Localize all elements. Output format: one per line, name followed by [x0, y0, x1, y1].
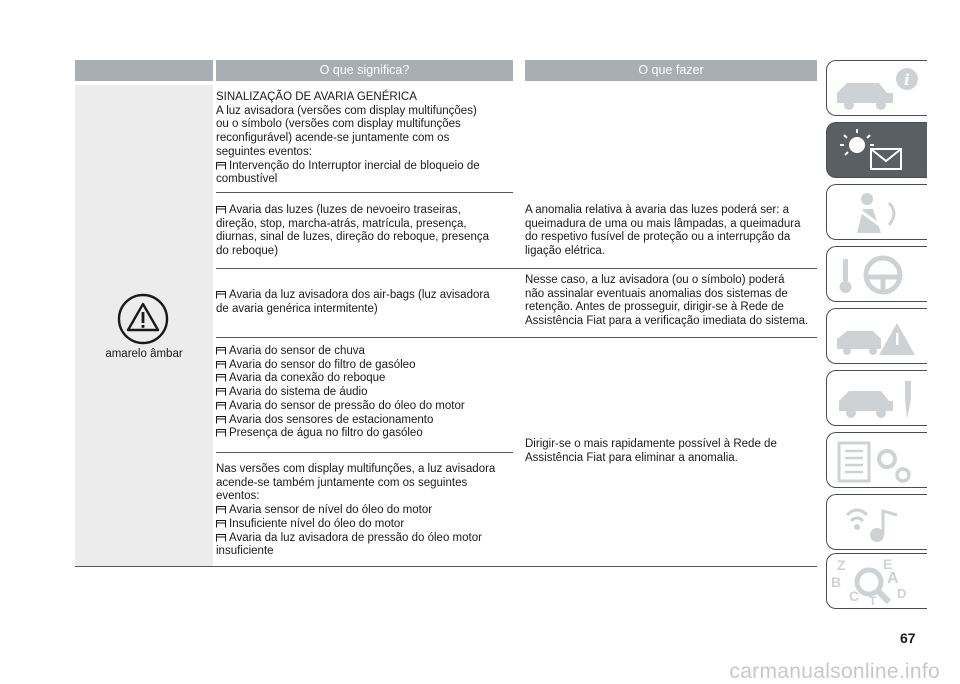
car-maintenance-icon	[827, 371, 928, 427]
header-meaning: O que significa?	[216, 60, 513, 81]
bullet-icon	[216, 505, 226, 513]
row-4-meaning: Avaria do sensor de chuva Avaria do sensor do filtro de gasóleo Avaria da conexão do reboque Avaria do sistema de áudio Avaria do sensor de pressão do óleo do motor Avaria dos sensores de estacionamento Presença de água no filtro do gasóleo	[216, 345, 516, 441]
row-2-divider	[216, 268, 817, 269]
tab-index[interactable]	[826, 553, 927, 609]
warning-color-label: amarelo âmbar	[105, 348, 183, 360]
tab-starting-driving[interactable]	[826, 246, 927, 302]
warning-lights-message-icon	[827, 123, 928, 179]
row-2-meaning: Avaria das luzes (luzes de nevoeiro traseiras, direção, stop, marcha-atrás, matrícula, presença, diurnas, sinal de luzes, direção do reboque, presença do reboque)	[216, 204, 489, 258]
svg-text:i: i	[904, 71, 910, 89]
car-breakdown-icon	[827, 309, 928, 365]
bullet-icon	[216, 415, 226, 423]
bullet-icon	[216, 373, 226, 381]
bullet-icon	[216, 346, 226, 354]
table-bottom-line	[75, 566, 817, 567]
row-3-meaning: Avaria da luz avisadora dos air-bags (luz avisadora de avaria genérica intermitente)	[216, 289, 490, 315]
index-letter: C	[849, 588, 860, 604]
index-letter: E	[883, 556, 893, 572]
row-1-meaning: SINALIZAÇÃO DE AVARIA GENÉRICA A luz avisadora (versões com display multifunções) ou o símbolo (versões com display multifunções reconfigurável) acende-se juntamente com os seguintes eventos: Intervenção do Interruptor inercial de bloqueio de combustível	[216, 91, 480, 186]
row-1-divider	[216, 192, 513, 193]
index-letter: D	[897, 586, 907, 601]
bullet-icon	[216, 161, 226, 169]
row-4-divider	[216, 452, 513, 453]
page-number: 67	[900, 630, 916, 646]
row-3-action: Nesse caso, a luz avisadora (ou o símbolo) poderá não assinalar eventuais anomalias dos sistemas de retenção. Antes de prosseguir, dirigir-se à Rede de Assistência Fiat para a verificação imediata do sistema.	[525, 274, 809, 328]
general-warning-icon	[116, 292, 170, 346]
car-info-icon	[827, 61, 928, 117]
bullet-icon	[216, 428, 226, 436]
tab-technical-data[interactable]	[826, 432, 927, 488]
bullet-icon	[216, 290, 226, 298]
multimedia-icon	[827, 495, 928, 551]
tab-warning-lights[interactable]	[826, 122, 927, 178]
index-letter: A	[887, 570, 899, 587]
tab-multimedia[interactable]	[826, 494, 927, 550]
index-letter: T	[869, 594, 877, 608]
bullet-icon	[216, 205, 226, 213]
bullet-icon	[216, 401, 226, 409]
bullet-icon	[216, 533, 226, 541]
row-45-action: Dirigir-se o mais rapidamente possível à Rede de Assistência Fiat para eliminar a anomalia.	[525, 438, 777, 464]
watermark: carmanualsonline.info	[729, 660, 940, 683]
tab-emergency[interactable]	[826, 308, 927, 364]
bullet-icon	[216, 360, 226, 368]
row-3-divider	[216, 337, 817, 338]
bullet-icon	[216, 519, 226, 527]
key-steering-wheel-icon	[827, 247, 928, 303]
airbag-seatbelt-icon	[827, 185, 928, 241]
index-letter: B	[831, 574, 842, 590]
index-letter: Z	[837, 557, 846, 573]
header-action: O que fazer	[525, 60, 817, 81]
tab-maintenance[interactable]	[826, 370, 927, 426]
row-2-action: A anomalia relativa à avaria das luzes poderá ser: a queimadura de uma ou mais lâmpadas, a queimadura do respetivo fusível de proteção ou a interrupção da ligação elétrica.	[525, 204, 801, 258]
row-5-meaning: Nas versões com display multifunções, a luz avisadora acende-se também juntamente com os seguintes eventos: Avaria sensor de nível do óleo do motor Insuficiente nível do óleo do motor Avaria da luz avisadora de pressão do óleo motor insuficiente	[216, 463, 496, 558]
bullet-icon	[216, 387, 226, 395]
technical-data-icon	[827, 433, 928, 489]
header-blank	[75, 60, 213, 81]
tab-car-info[interactable]	[826, 60, 927, 116]
tab-safety[interactable]	[826, 184, 927, 240]
